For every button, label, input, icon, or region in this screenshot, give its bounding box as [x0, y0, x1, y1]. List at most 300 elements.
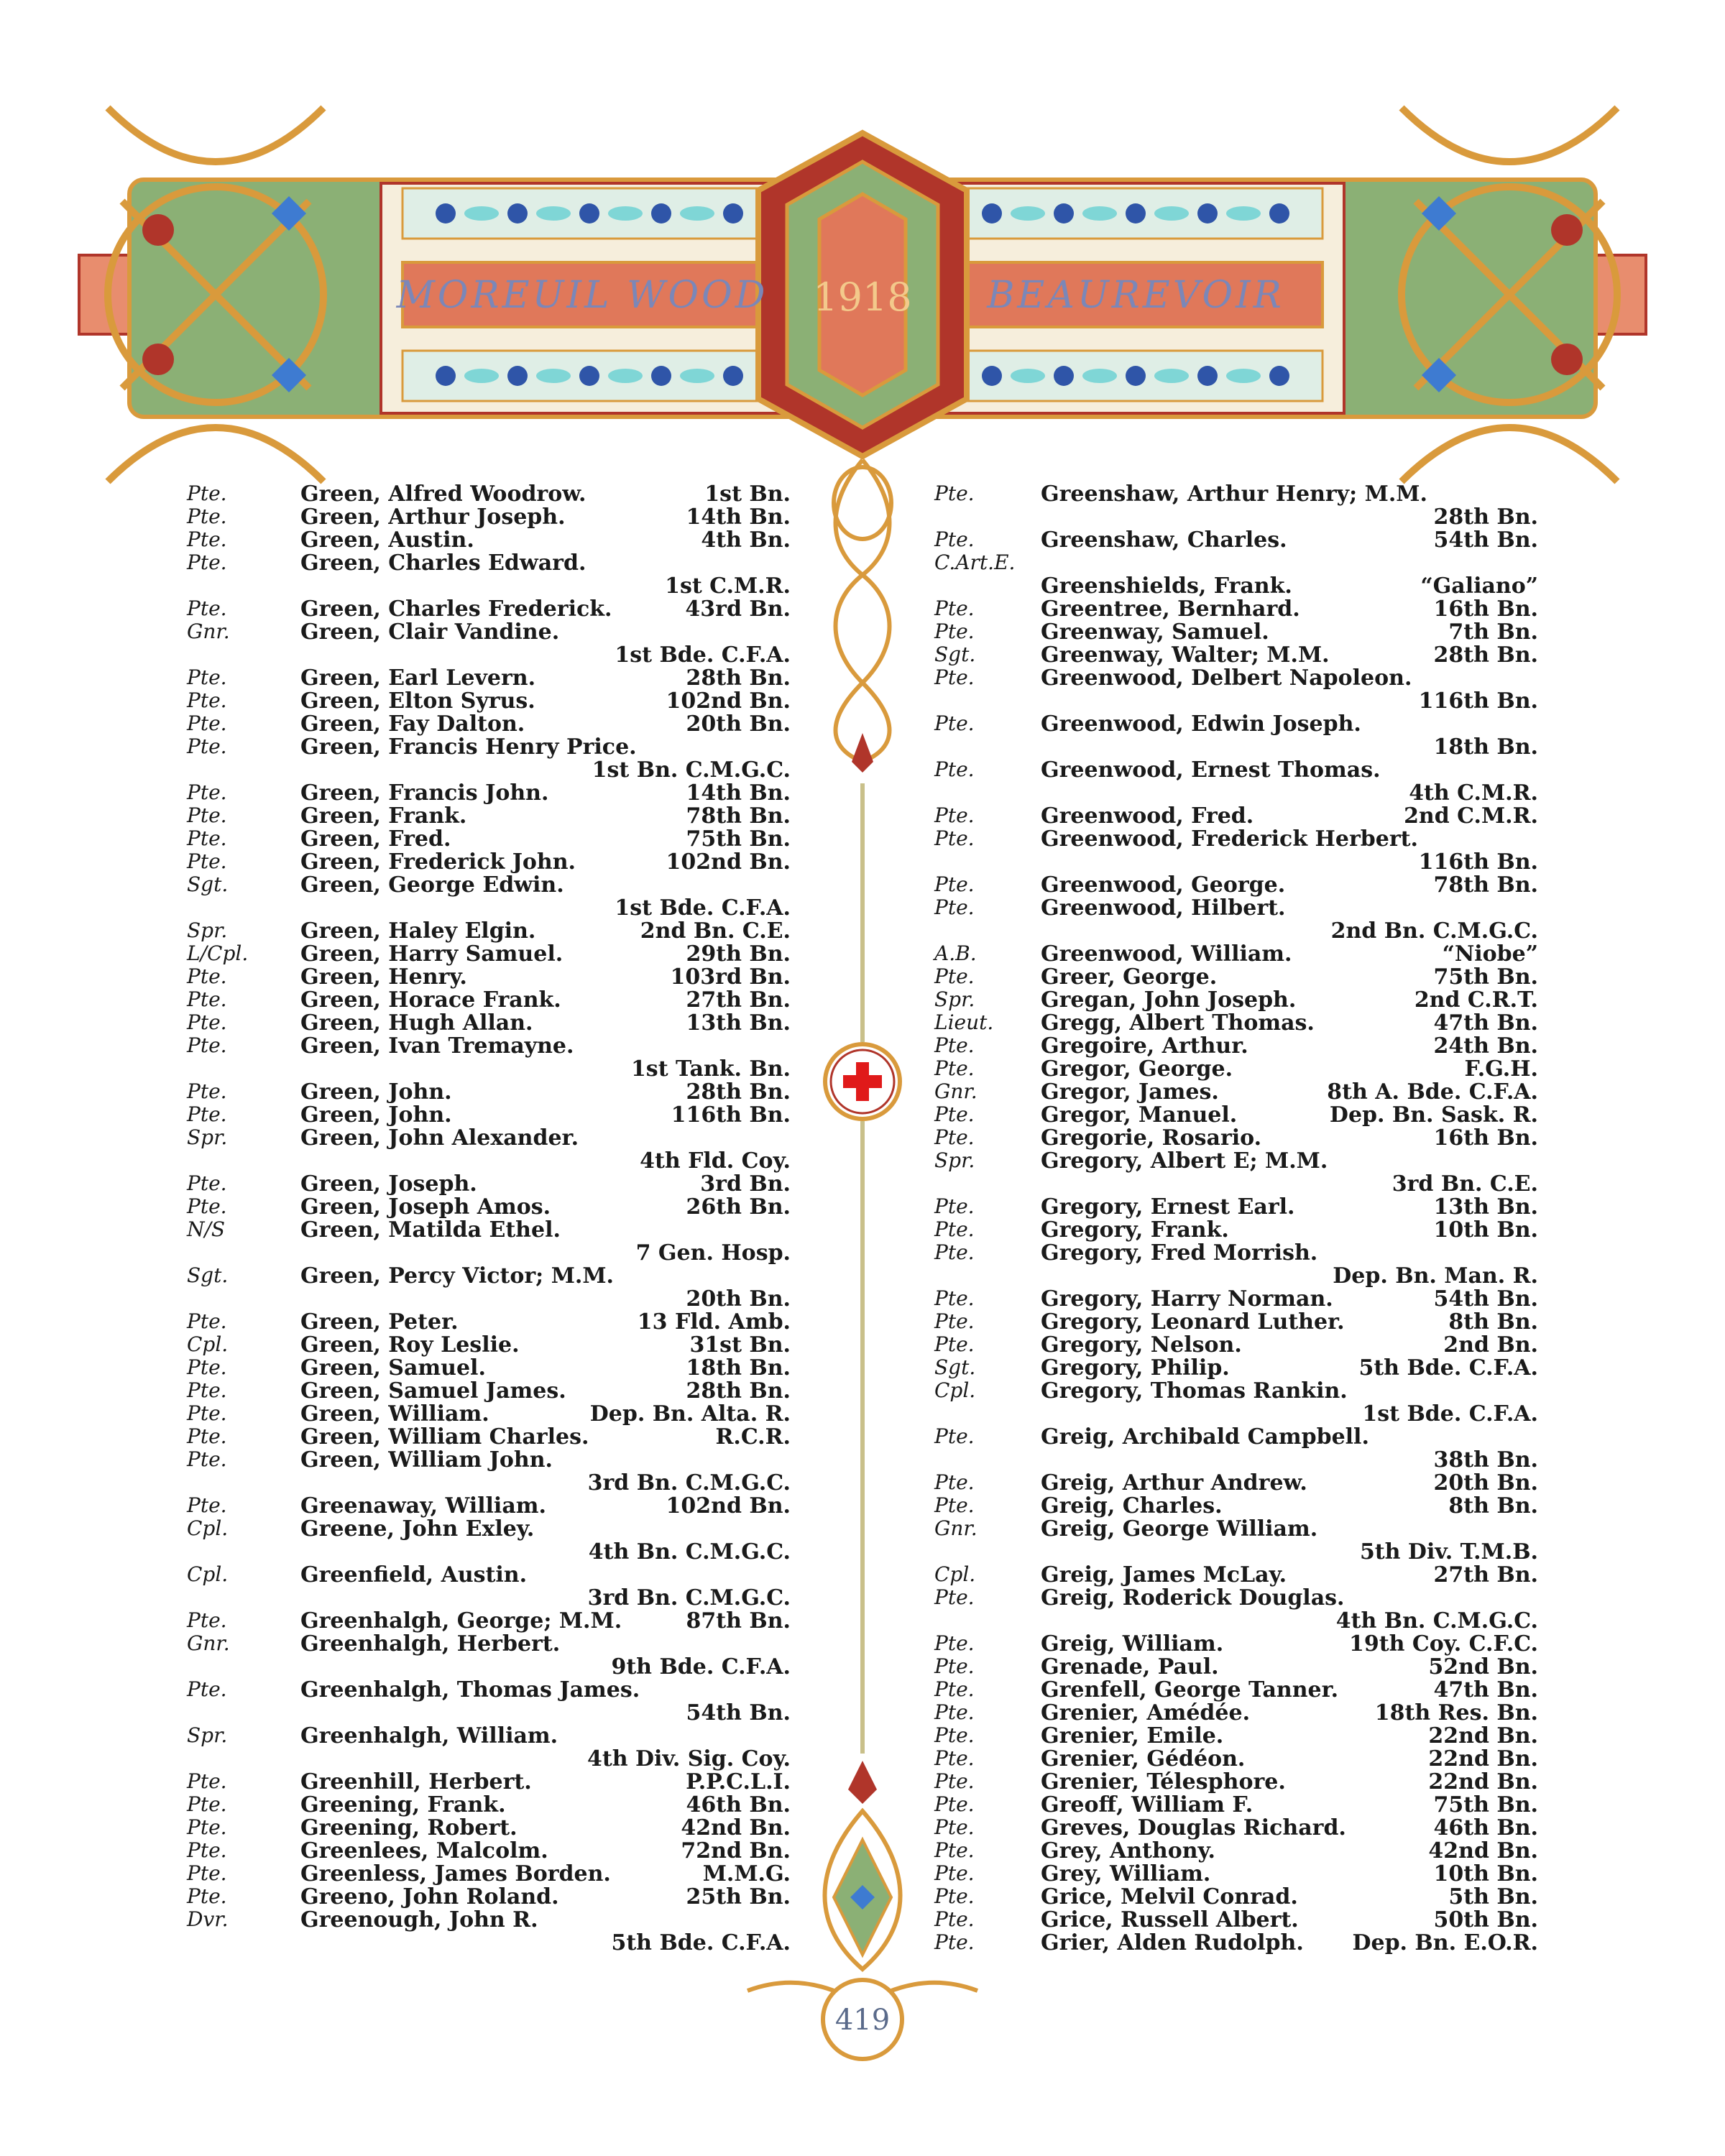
- entry-rank: Pte.: [934, 1769, 975, 1793]
- roll-entry: [187, 826, 791, 852]
- entry-name: Gregory, Nelson.: [1041, 1332, 1242, 1358]
- roll-entry: [187, 987, 791, 1013]
- entry-rank: A.B.: [934, 941, 977, 965]
- entry-name: Greoff, William F.: [1041, 1792, 1254, 1818]
- entry-name: Grey, Anthony.: [1041, 1838, 1215, 1864]
- roll-entry: [934, 1562, 1538, 1588]
- entry-name: Gregor, Manuel.: [1041, 1102, 1238, 1128]
- entry-unit: 3rd Bn.: [700, 1171, 791, 1197]
- entry-unit: 18th Bn.: [686, 1355, 791, 1381]
- entry-rank: Pte.: [934, 1102, 975, 1126]
- entry-unit-continued: 1st Bde. C.F.A.: [615, 895, 791, 921]
- entry-rank: Pte.: [187, 1079, 227, 1103]
- entry-rank: Pte.: [934, 1677, 975, 1701]
- roll-entry: [187, 803, 791, 829]
- entry-unit: 47th Bn.: [1433, 1677, 1538, 1703]
- entry-rank: Pte.: [934, 1792, 975, 1816]
- entry-name: Greenhalgh, Herbert.: [300, 1631, 561, 1657]
- roll-entry: [187, 1171, 791, 1197]
- entry-name: Greig, Arthur Andrew.: [1041, 1470, 1307, 1496]
- entry-rank: Cpl.: [934, 1378, 976, 1402]
- roll-entry: [934, 1056, 1538, 1082]
- roll-entry: [934, 619, 1538, 645]
- roll-entry: [934, 895, 1538, 944]
- entry-rank: Pte.: [187, 1378, 227, 1402]
- entry-name: Green, Austin.: [300, 528, 474, 553]
- entry-rank: L/Cpl.: [187, 941, 249, 965]
- entry-unit: 5th Bde. C.F.A.: [1358, 1355, 1538, 1381]
- entry-rank: Pte.: [934, 1907, 975, 1931]
- roll-entry: [187, 1815, 791, 1841]
- entry-name: Greig, Archibald Campbell.: [1041, 1424, 1369, 1450]
- entry-unit: 102nd Bn.: [666, 849, 791, 875]
- entry-name: Green, Earl Levern.: [300, 665, 536, 691]
- entry-unit: 22nd Bn.: [1428, 1746, 1538, 1772]
- entry-rank: Pte.: [934, 1838, 975, 1862]
- entry-unit: M.M.G.: [702, 1861, 791, 1886]
- entry-rank: Cpl.: [934, 1562, 976, 1586]
- entry-unit-continued: 3rd Bn. C.E.: [1392, 1171, 1538, 1197]
- entry-name: Greenhalgh, Thomas James.: [300, 1677, 640, 1703]
- roll-entry: [934, 1493, 1538, 1519]
- entry-rank: Gnr.: [934, 1516, 978, 1540]
- roll-entry: [187, 1424, 791, 1450]
- entry-unit-continued: 7 Gen. Hosp.: [635, 1240, 791, 1266]
- entry-name: Gregory, Leonard Luther.: [1041, 1309, 1345, 1335]
- entry-name: Greenshaw, Charles.: [1041, 528, 1287, 553]
- entry-name: Greenwood, Delbert Napoleon.: [1041, 665, 1412, 691]
- entry-unit-continued: 3rd Bn. C.M.G.C.: [587, 1585, 791, 1611]
- entry-rank: Pte.: [187, 1608, 227, 1632]
- entry-unit: 16th Bn.: [1433, 596, 1538, 622]
- roll-entry: [934, 1079, 1538, 1105]
- roll-entry: [934, 1723, 1538, 1749]
- roll-entry: [187, 1631, 791, 1680]
- entry-rank: Pte.: [934, 1723, 975, 1747]
- entry-rank: Pte.: [934, 482, 975, 505]
- entry-rank: Spr.: [187, 1125, 228, 1149]
- entry-rank: Pte.: [934, 1056, 975, 1080]
- entry-name: Grenier, Emile.: [1041, 1723, 1224, 1749]
- entry-unit-continued: 1st Bde. C.F.A.: [615, 642, 791, 668]
- roll-entry: [934, 1217, 1538, 1243]
- entry-unit: 27th Bn.: [1433, 1562, 1538, 1588]
- roll-entry: [934, 1677, 1538, 1703]
- entry-name: Green, Frederick John.: [300, 849, 576, 875]
- entry-name: Grenier, Amédée.: [1041, 1700, 1251, 1726]
- entry-unit-continued: 4th C.M.R.: [1409, 780, 1538, 806]
- entry-name: Green, Charles Frederick.: [300, 596, 612, 622]
- entry-name: Grice, Russell Albert.: [1041, 1907, 1299, 1932]
- roll-entry: [187, 482, 791, 505]
- entry-rank: Pte.: [187, 1861, 227, 1885]
- entry-rank: Pte.: [934, 1125, 975, 1149]
- roll-entry: [934, 964, 1538, 990]
- entry-unit-continued: 116th Bn.: [1418, 849, 1538, 875]
- entry-name: Greenwood, William.: [1041, 941, 1292, 967]
- entry-unit: 27th Bn.: [686, 987, 791, 1013]
- entry-unit: 47th Bn.: [1433, 1010, 1538, 1036]
- entry-unit: 22nd Bn.: [1428, 1769, 1538, 1795]
- roll-entry: [934, 1332, 1538, 1358]
- roll-entry: [934, 1194, 1538, 1220]
- entry-name: Gregory, Harry Norman.: [1041, 1286, 1333, 1312]
- entry-rank: Pte.: [934, 1332, 975, 1356]
- roll-entry: [934, 1631, 1538, 1657]
- entry-name: Gregory, Philip.: [1041, 1355, 1230, 1381]
- entry-name: Gregory, Fred Morrish.: [1041, 1240, 1318, 1266]
- roll-entry: [934, 987, 1538, 1013]
- entry-unit-continued: 116th Bn.: [1418, 688, 1538, 714]
- entry-unit: 54th Bn.: [1433, 528, 1538, 553]
- entry-rank: Pte.: [934, 1194, 975, 1218]
- entry-name: Greenhalgh, George; M.M.: [300, 1608, 622, 1634]
- entry-rank: Sgt.: [187, 872, 229, 896]
- entry-unit: 72nd Bn.: [681, 1838, 791, 1864]
- entry-unit: 78th Bn.: [1433, 872, 1538, 898]
- entry-unit: 2nd C.R.T.: [1414, 987, 1538, 1013]
- entry-unit: 1st Bn.: [704, 482, 791, 507]
- entry-rank: Dvr.: [187, 1907, 229, 1931]
- entry-name: Gregory, Thomas Rankin.: [1041, 1378, 1348, 1404]
- entry-name: Green, Elton Syrus.: [300, 688, 535, 714]
- entry-unit: 8th A. Bde. C.F.A.: [1327, 1079, 1538, 1105]
- entry-name: Green, Roy Leslie.: [300, 1332, 520, 1358]
- entry-name: Greenwood, Edwin Joseph.: [1041, 711, 1361, 737]
- entry-name: Gregan, John Joseph.: [1041, 987, 1297, 1013]
- entry-name: Greenway, Walter; M.M.: [1041, 642, 1330, 668]
- entry-unit-continued: 18th Bn.: [1433, 734, 1538, 760]
- entry-rank: Pte.: [187, 826, 227, 850]
- entry-name: Green, Fred.: [300, 826, 451, 852]
- entry-unit: 28th Bn.: [686, 665, 791, 691]
- entry-unit: 116th Bn.: [671, 1102, 791, 1128]
- entry-unit: Dep. Bn. Alta. R.: [589, 1401, 791, 1427]
- entry-name: Greene, John Exley.: [300, 1516, 535, 1542]
- entry-unit: 13th Bn.: [1433, 1194, 1538, 1220]
- entry-name: Greening, Frank.: [300, 1792, 506, 1818]
- entry-name: Green, William.: [300, 1401, 489, 1427]
- entry-rank: Pte.: [934, 528, 975, 551]
- entry-name: Gregg, Albert Thomas.: [1041, 1010, 1315, 1036]
- roll-entry: [934, 1884, 1538, 1907]
- entry-name: Greenway, Samuel.: [1041, 619, 1269, 645]
- roll-entry: [934, 550, 1538, 573]
- entry-rank: Pte.: [187, 1171, 227, 1195]
- entry-name: Green, Peter.: [300, 1309, 459, 1335]
- roll-entry: [934, 1424, 1538, 1473]
- roll-entry: [187, 550, 791, 599]
- entry-rank: Pte.: [187, 596, 227, 620]
- entry-name: Green, Joseph.: [300, 1171, 477, 1197]
- roll-entry: [934, 642, 1538, 668]
- entry-name: Grice, Melvil Conrad.: [1041, 1884, 1298, 1909]
- entry-rank: Pte.: [934, 1654, 975, 1678]
- entry-rank: Cpl.: [187, 1332, 229, 1356]
- roll-entry: [934, 1102, 1538, 1128]
- roll-entry: [934, 1286, 1538, 1312]
- roll-entry: [934, 872, 1538, 898]
- roll-entry: [934, 1240, 1538, 1289]
- entry-rank: Pte.: [187, 688, 227, 712]
- entry-rank: Pte.: [187, 528, 227, 551]
- roll-entry: [187, 1194, 791, 1220]
- entry-rank: Sgt.: [934, 1355, 976, 1379]
- entry-name: Greenless, James Borden.: [300, 1861, 611, 1886]
- entry-rank: Pte.: [187, 734, 227, 758]
- entry-rank: Pte.: [934, 1493, 975, 1517]
- entry-rank: Pte.: [934, 1585, 975, 1609]
- roll-entry: [934, 1378, 1538, 1427]
- entry-name: Green, Joseph Amos.: [300, 1194, 551, 1220]
- entry-unit: 10th Bn.: [1433, 1861, 1538, 1886]
- entry-unit: 78th Bn.: [686, 803, 791, 829]
- entry-name: Green, Fay Dalton.: [300, 711, 525, 737]
- entry-name: Greentree, Bernhard.: [1041, 596, 1300, 622]
- entry-name: Greenfield, Austin.: [300, 1562, 528, 1588]
- roll-entry: [187, 1792, 791, 1818]
- entry-rank: Pte.: [187, 1815, 227, 1839]
- entry-name: Gregor, James.: [1041, 1079, 1219, 1105]
- entry-name: Green, William Charles.: [300, 1424, 589, 1450]
- entry-unit: 28th Bn.: [686, 1079, 791, 1105]
- entry-name: Grier, Alden Rudolph.: [1041, 1930, 1304, 1955]
- entry-rank: Pte.: [187, 1102, 227, 1126]
- entry-unit: 13th Bn.: [686, 1010, 791, 1036]
- entry-rank: Pte.: [934, 895, 975, 919]
- entry-unit: 10th Bn.: [1433, 1217, 1538, 1243]
- entry-name: Green, Harry Samuel.: [300, 941, 564, 967]
- entry-rank: Pte.: [934, 1286, 975, 1310]
- entry-name: Greenwood, Fred.: [1041, 803, 1254, 829]
- roll-entry: [187, 1838, 791, 1864]
- entry-unit: 26th Bn.: [686, 1194, 791, 1220]
- entry-unit: “Galiano”: [1420, 573, 1538, 599]
- roll-entry: [187, 1125, 791, 1174]
- entry-unit-continued: 20th Bn.: [686, 1286, 791, 1312]
- entry-rank: Lieut.: [934, 1010, 994, 1034]
- entry-unit: 20th Bn.: [1433, 1470, 1538, 1496]
- entry-unit: R.C.R.: [715, 1424, 791, 1450]
- roll-entry: [187, 1010, 791, 1036]
- entry-name: Green, Henry.: [300, 964, 467, 990]
- roll-entry: [187, 505, 791, 528]
- entry-rank: Pte.: [187, 665, 227, 689]
- roll-entry: [187, 1769, 791, 1795]
- entry-name: Green, Ivan Tremayne.: [300, 1033, 574, 1059]
- entry-name: Gregory, Frank.: [1041, 1217, 1229, 1243]
- entry-name: Green, Hugh Allan.: [300, 1010, 533, 1036]
- entry-unit-continued: 9th Bde. C.F.A.: [611, 1654, 791, 1680]
- roll-entry: [187, 1263, 791, 1312]
- entry-unit-continued: 1st Bn. C.M.G.C.: [592, 757, 791, 783]
- entry-name: Greig, George William.: [1041, 1516, 1318, 1542]
- roll-entry: [934, 1033, 1538, 1059]
- entry-unit: 18th Res. Bn.: [1374, 1700, 1538, 1726]
- entry-rank: Gnr.: [934, 1079, 978, 1103]
- entry-rank: Pte.: [187, 803, 227, 827]
- entry-unit-continued: Dep. Bn. Man. R.: [1333, 1263, 1538, 1289]
- roll-entry: [187, 1608, 791, 1634]
- entry-unit: 16th Bn.: [1433, 1125, 1538, 1151]
- entry-rank: Pte.: [187, 849, 227, 873]
- roll-entry: [187, 1884, 791, 1907]
- entry-rank: Pte.: [934, 1217, 975, 1241]
- roll-entry: [187, 1102, 791, 1128]
- entry-rank: N/S: [187, 1217, 226, 1241]
- entry-rank: Pte.: [187, 1792, 227, 1816]
- entry-name: Grey, William.: [1041, 1861, 1211, 1886]
- entry-rank: Pte.: [187, 1424, 227, 1448]
- roll-entry: [934, 596, 1538, 622]
- entry-unit: 8th Bn.: [1448, 1309, 1538, 1335]
- entry-unit: 25th Bn.: [686, 1884, 791, 1909]
- roll-entry: [934, 941, 1538, 967]
- entry-rank: Pte.: [187, 482, 227, 505]
- entry-unit: F.G.H.: [1464, 1056, 1538, 1082]
- roll-entry: [187, 528, 791, 553]
- entry-unit: 102nd Bn.: [666, 1493, 791, 1519]
- roll-entry: [187, 1677, 791, 1726]
- roll-entry: [187, 964, 791, 990]
- roll-entry: [934, 711, 1538, 760]
- entry-unit-continued: 28th Bn.: [1433, 505, 1538, 530]
- entry-name: Gregor, George.: [1041, 1056, 1233, 1082]
- roll-entry: [187, 596, 791, 622]
- entry-rank: Pte.: [934, 619, 975, 643]
- entry-unit: 2nd Bn.: [1443, 1332, 1538, 1358]
- entry-rank: Pte.: [934, 1700, 975, 1724]
- entry-unit: 14th Bn.: [686, 780, 791, 806]
- entry-rank: Pte.: [187, 1309, 227, 1333]
- entry-rank: Pte.: [187, 1677, 227, 1701]
- entry-name: Grenade, Paul.: [1041, 1654, 1219, 1680]
- entry-name: Greig, Charles.: [1041, 1493, 1223, 1519]
- entry-name: Greenhill, Herbert.: [300, 1769, 532, 1795]
- roll-entry: [187, 1217, 791, 1266]
- entry-rank: Pte.: [934, 1033, 975, 1057]
- roll-entry: [187, 872, 791, 921]
- entry-unit: 75th Bn.: [686, 826, 791, 852]
- entry-unit: 28th Bn.: [1433, 642, 1538, 668]
- roll-entry: [187, 1493, 791, 1519]
- entry-unit-continued: 1st C.M.R.: [665, 573, 791, 599]
- entry-rank: Pte.: [934, 1930, 975, 1954]
- entry-rank: Pte.: [187, 550, 227, 574]
- entry-rank: Pte.: [934, 1240, 975, 1264]
- entry-unit: 22nd Bn.: [1428, 1723, 1538, 1749]
- roll-entry: [187, 1447, 791, 1496]
- entry-rank: Pte.: [187, 1769, 227, 1793]
- entry-name: Green, Charles Edward.: [300, 550, 586, 576]
- entry-name: Greenshaw, Arthur Henry; M.M.: [1041, 482, 1427, 507]
- roll-entry: [187, 1907, 791, 1953]
- entry-unit: 24th Bn.: [1433, 1033, 1538, 1059]
- entry-name: Greig, James McLay.: [1041, 1562, 1287, 1588]
- entry-rank: Pte.: [934, 964, 975, 988]
- entry-name: Gregory, Albert E; M.M.: [1041, 1148, 1328, 1174]
- entry-unit-continued: 3rd Bn. C.M.G.C.: [587, 1470, 791, 1496]
- entry-rank: Spr.: [934, 1148, 975, 1172]
- entry-unit: 31st Bn.: [689, 1332, 791, 1358]
- roll-entry: [934, 1355, 1538, 1381]
- entry-unit-continued: 5th Div. T.M.B.: [1359, 1539, 1538, 1565]
- entry-rank: Pte.: [934, 1861, 975, 1885]
- entry-rank: Pte.: [934, 1884, 975, 1908]
- entry-unit-continued: 38th Bn.: [1433, 1447, 1538, 1473]
- entry-name: Gregoire, Arthur.: [1041, 1033, 1248, 1059]
- entry-unit-continued: 4th Div. Sig. Coy.: [587, 1746, 791, 1772]
- entry-rank: Pte.: [187, 1401, 227, 1425]
- entry-rank: Spr.: [187, 1723, 228, 1747]
- entry-name: Greeno, John Roland.: [300, 1884, 559, 1909]
- entry-name: Green, William John.: [300, 1447, 553, 1473]
- entry-name: Greer, George.: [1041, 964, 1218, 990]
- entry-rank: Pte.: [934, 1746, 975, 1770]
- roll-entry: [934, 1516, 1538, 1565]
- roll-entry: [934, 1769, 1538, 1795]
- roll-entry: [934, 573, 1538, 599]
- roll-entry: [934, 1010, 1538, 1036]
- entry-unit: P.P.C.L.I.: [686, 1769, 791, 1795]
- roll-entry: [934, 1309, 1538, 1335]
- entry-name: Green, John.: [300, 1102, 452, 1128]
- entry-name: Greenaway, William.: [300, 1493, 546, 1519]
- entry-rank: Pte.: [187, 964, 227, 988]
- roll-entry: [934, 1125, 1538, 1151]
- roll-entry: [187, 941, 791, 967]
- entry-unit-continued: 4th Bn. C.M.G.C.: [588, 1539, 791, 1565]
- entry-unit-continued: 54th Bn.: [686, 1700, 791, 1726]
- entry-rank: Gnr.: [187, 619, 230, 643]
- entry-rank: Spr.: [934, 987, 975, 1011]
- entry-name: Green, Samuel.: [300, 1355, 486, 1381]
- entry-name: Greig, Roderick Douglas.: [1041, 1585, 1345, 1611]
- entry-name: Greening, Robert.: [300, 1815, 518, 1841]
- roll-entry: [187, 1355, 791, 1381]
- entry-name: Green, Matilda Ethel.: [300, 1217, 561, 1243]
- roll-entry: [187, 711, 791, 737]
- roll-entry: [934, 1815, 1538, 1841]
- entry-unit: 46th Bn.: [1433, 1815, 1538, 1841]
- entry-unit: 7th Bn.: [1448, 619, 1538, 645]
- roll-entry: [934, 803, 1538, 829]
- roll-entry: [187, 1861, 791, 1884]
- entry-name: Green, Horace Frank.: [300, 987, 561, 1013]
- entry-rank: Pte.: [187, 711, 227, 735]
- entry-unit: 14th Bn.: [686, 505, 791, 530]
- roll-entry: [187, 918, 791, 944]
- roll-entry: [934, 757, 1538, 806]
- entry-name: Green, Samuel James.: [300, 1378, 566, 1404]
- roll-entry: [934, 528, 1538, 553]
- entry-rank: Pte.: [934, 596, 975, 620]
- roll-entry: [187, 619, 791, 668]
- entry-rank: Pte.: [934, 872, 975, 896]
- entry-name: Grenier, Télesphore.: [1041, 1769, 1286, 1795]
- roll-entry: [187, 1516, 791, 1565]
- entry-rank: Pte.: [934, 665, 975, 689]
- entry-unit: 42nd Bn.: [1428, 1838, 1538, 1864]
- entry-unit: 52nd Bn.: [1428, 1654, 1538, 1680]
- roll-entry: [934, 1700, 1538, 1726]
- roll-entry: [187, 849, 791, 875]
- roll-entry: [934, 482, 1538, 528]
- roll-entry: [187, 1309, 791, 1335]
- entry-rank: Pte.: [187, 1884, 227, 1908]
- entry-name: Greenwood, Ernest Thomas.: [1041, 757, 1381, 783]
- roll-entry: [187, 1332, 791, 1358]
